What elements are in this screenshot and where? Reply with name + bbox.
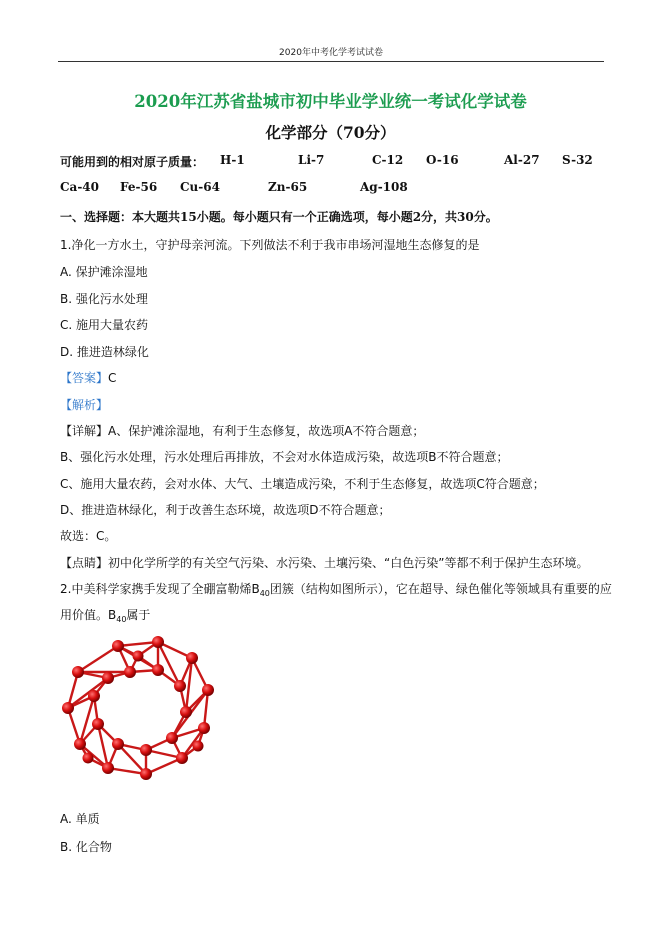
q2-stem-text-2: 团簇（结构如图所示），它在超导、绿色催化等领域具有重要的应 xyxy=(269,582,612,596)
header-rule xyxy=(58,61,604,62)
exam-title: 2020年江苏省盐城市初中毕业学业统一考试化学试卷 xyxy=(134,92,527,111)
atomic-mass-fe: Fe-56 xyxy=(120,180,158,194)
q1-answer xyxy=(60,369,116,386)
q1-option-c: C. 施用大量农药 xyxy=(60,318,149,332)
q1-detail-c: C、施用大量农药，会对水体、大气、土壤造成污染，不利于生态修复，故选项C符合题意； xyxy=(60,477,545,491)
q2-stem-text-3: 用价值。B xyxy=(60,608,117,622)
q1-option-b: B. 强化污水处理 xyxy=(60,292,148,306)
q2-stem-text-1: 2.中美科学家携手发现了全硼富勒烯B xyxy=(60,582,260,596)
comment-text: 初中化学所学的有关空气污染、水污染、土壤污染、“白色污染”等都不利于保护生态环境。 xyxy=(108,556,589,570)
atomic-mass-label: 可能用到的相对原子质量： xyxy=(60,155,205,169)
atomic-mass-h: H-1 xyxy=(220,153,245,167)
q1-stem: 1.净化一方水土，守护母亲河流。下列做法不利于我市串场河湿地生态修复的是 xyxy=(60,238,480,252)
atomic-mass-zn: Zn-65 xyxy=(268,180,308,194)
q2-option-b: B. 化合物 xyxy=(60,840,112,854)
q1-option-a: A. 保护滩涂湿地 xyxy=(60,265,148,279)
q2-option-a: A. 单质 xyxy=(60,812,100,826)
atomic-mass-ag: Ag-108 xyxy=(360,180,408,194)
q1-detail-d: D、推进造林绿化，利于改善生态环境，故选项D不符合题意； xyxy=(60,503,391,517)
atomic-mass-li: Li-7 xyxy=(298,153,325,167)
q1-comment xyxy=(60,554,588,571)
detail-line-a: A、保护滩涂湿地，有利于生态修复，故选项A不符合题意； xyxy=(108,424,425,438)
q2-stem-text-4: 属于 xyxy=(126,608,151,622)
q1-detail-a xyxy=(60,422,424,439)
detail-tag: 【详解】 xyxy=(60,424,109,438)
q2-stem-line-2 xyxy=(60,606,150,624)
boron-cluster-molecule-icon xyxy=(58,628,230,788)
q2-stem-line-1 xyxy=(60,580,612,598)
analysis-tag: 【解析】 xyxy=(60,398,109,412)
atomic-mass-ca: Ca-40 xyxy=(60,180,100,194)
q1-detail-b: B、强化污水处理，污水处理后再排放，不会对水体造成污染，故选项B不符合题意； xyxy=(60,450,509,464)
atomic-mass-o: O-16 xyxy=(426,153,459,167)
q1-conclusion: 故选：C。 xyxy=(60,529,117,543)
q2-subscript-2: 40 xyxy=(116,615,127,624)
atomic-mass-cu: Cu-64 xyxy=(180,180,220,194)
comment-tag: 【点睛】 xyxy=(60,556,109,570)
answer-tag: 【答案】 xyxy=(60,371,109,385)
exam-subtitle: 化学部分（70分） xyxy=(265,123,396,142)
q1-analysis xyxy=(60,396,108,413)
atomic-mass-s: S-32 xyxy=(562,153,593,167)
section-heading: 一、选择题：本大题共15小题。每小题只有一个正确选项，每小题2分，共30分。 xyxy=(60,210,498,224)
q1-option-d: D. 推进造林绿化 xyxy=(60,345,149,359)
answer-value: C xyxy=(108,371,117,385)
page-header: 2020年中考化学考试试卷 xyxy=(279,48,383,58)
atomic-mass-al: Al-27 xyxy=(504,153,540,167)
atomic-mass-c: C-12 xyxy=(372,153,404,167)
q2-subscript-1: 40 xyxy=(259,589,270,598)
